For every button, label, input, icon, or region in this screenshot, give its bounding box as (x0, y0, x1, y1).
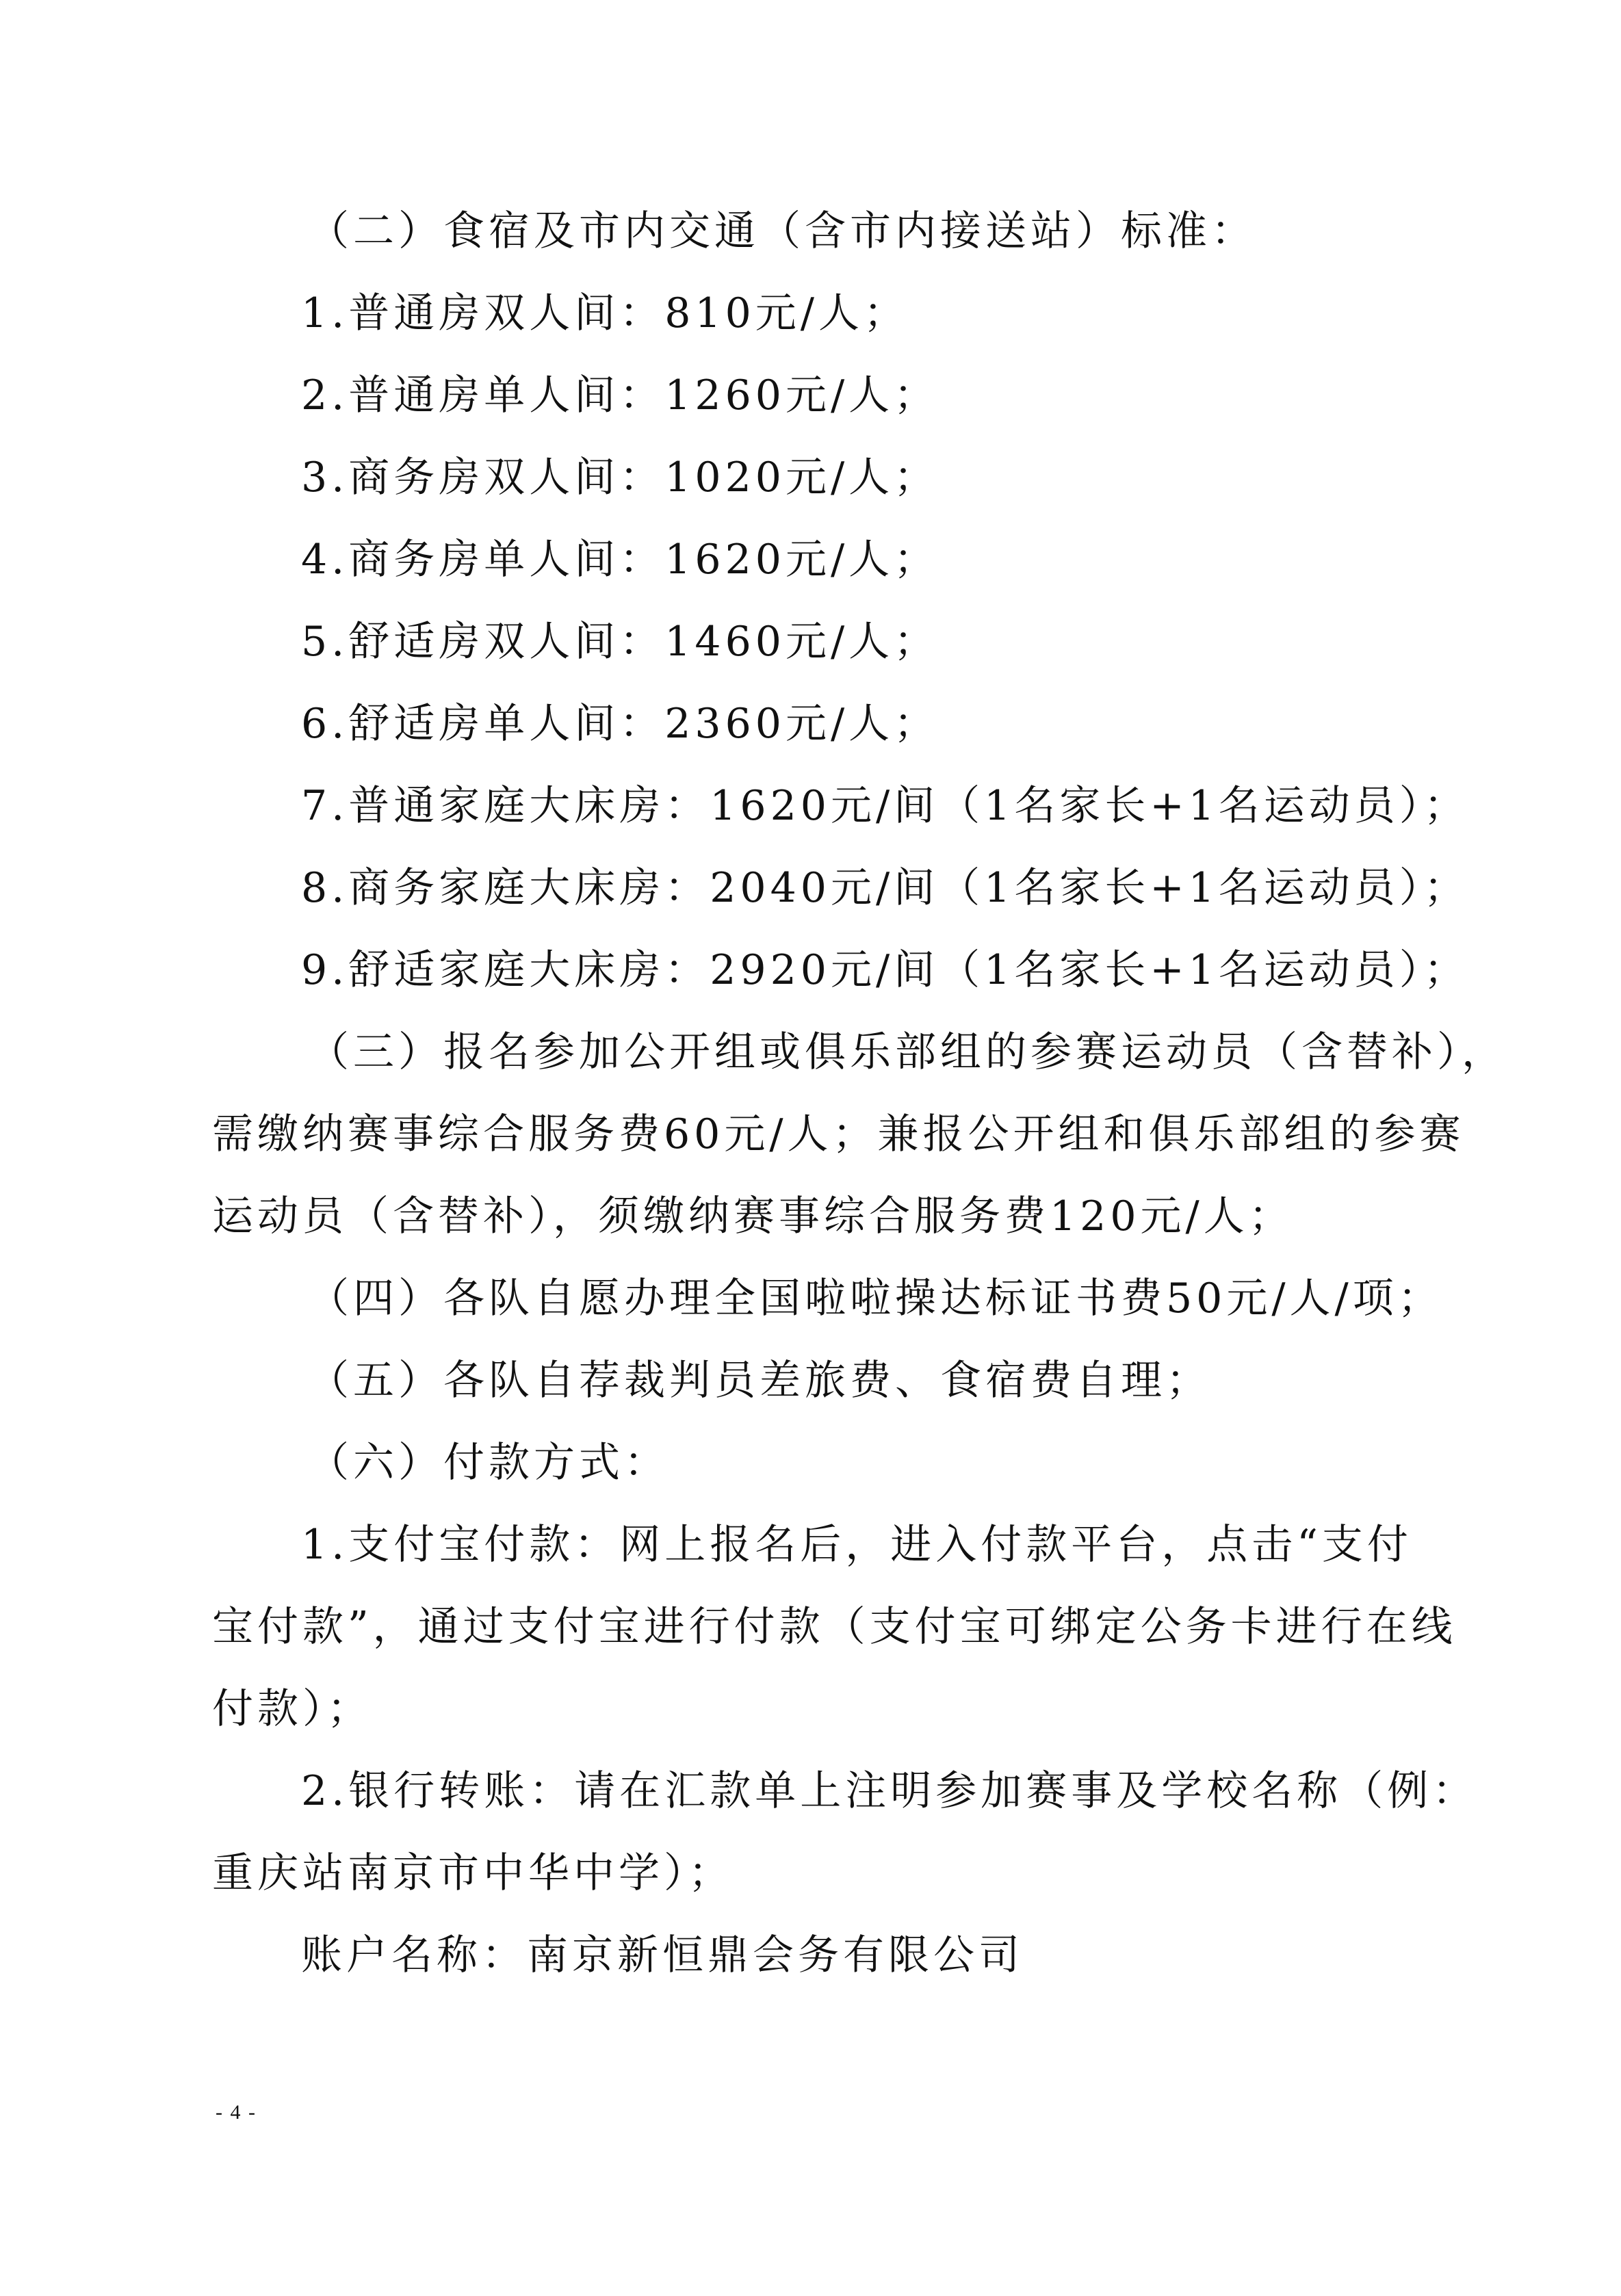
section-three-line: 运动员（含替补），须缴纳赛事综合服务费120元/人； (212, 1192, 1294, 1240)
section-four: （四）各队自愿办理全国啦啦操达标证书费50元/人/项； (308, 1275, 1443, 1322)
room-rate-item: 3.商务房双人间：1020元/人； (301, 454, 939, 501)
section-two-heading: （二）食宿及市内交通（含市内接送站）标准： (308, 207, 1256, 255)
room-rate-item: 1.普通房双人间：810元/人； (301, 289, 909, 337)
room-rate-item: 8.商务家庭大床房：2040元/间（1名家长+1名运动员）； (301, 864, 1469, 912)
room-rate-item: 9.舒适家庭大床房：2920元/间（1名家长+1名运动员）； (301, 946, 1469, 994)
alipay-payment-line: 付款）； (212, 1685, 372, 1733)
bank-transfer-line: 重庆站南京市中华中学）； (212, 1849, 734, 1897)
page-number: - 4 - (216, 2101, 257, 2124)
bank-transfer-line: 2.银行转账：请在汇款单上注明参加赛事及学校名称（例： (301, 1767, 1478, 1815)
section-three-line: 需缴纳赛事综合服务费60元/人；兼报公开组和俱乐部组的参赛 (212, 1110, 1465, 1158)
alipay-payment-line: 1.支付宝付款：网上报名后，进入付款平台，点击“支付 (301, 1521, 1412, 1569)
section-six-heading: （六）付款方式： (308, 1439, 669, 1487)
account-name: 账户名称：南京新恒鼎会务有限公司 (301, 1931, 1024, 1979)
section-five: （五）各队自荐裁判员差旅费、食宿费自理； (308, 1357, 1211, 1405)
room-rate-item: 5.舒适房双人间：1460元/人； (301, 618, 939, 666)
room-rate-item: 6.舒适房单人间：2360元/人； (301, 700, 939, 748)
alipay-payment-line: 宝付款”，通过支付宝进行付款（支付宝可绑定公务卡进行在线 (212, 1603, 1457, 1651)
room-rate-item: 4.商务房单人间：1620元/人； (301, 536, 939, 584)
room-rate-item: 7.普通家庭大床房：1620元/间（1名家长+1名运动员）； (301, 782, 1469, 830)
section-three-line: （三）报名参加公开组或俱乐部组的参赛运动员（含替补）， (308, 1028, 1507, 1076)
room-rate-item: 2.普通房单人间：1260元/人； (301, 371, 939, 419)
